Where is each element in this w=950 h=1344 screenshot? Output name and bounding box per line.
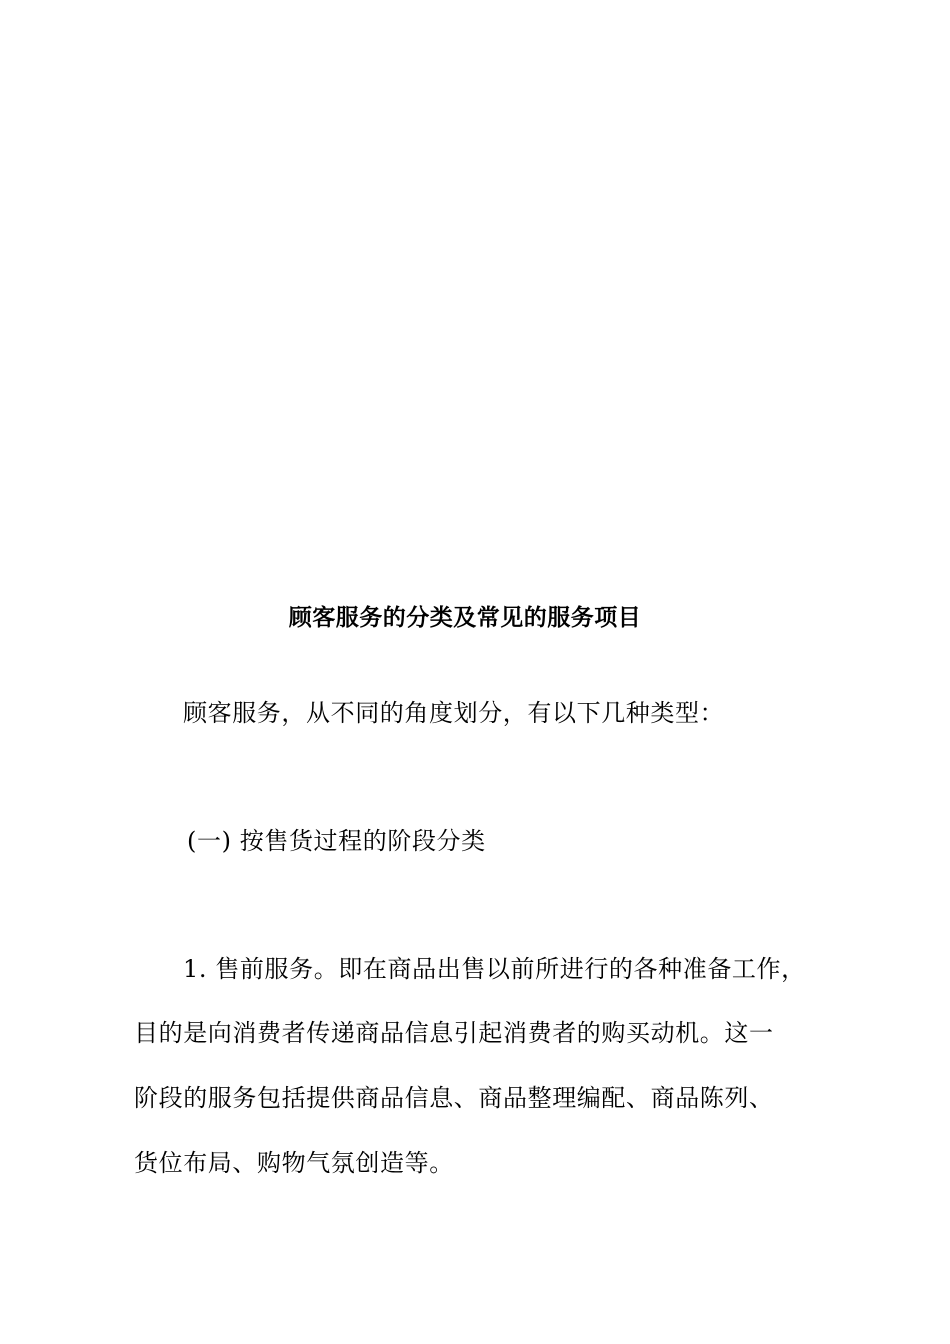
paragraph-line: 1. 售前服务。即在商品出售以前所进行的各种准备工作，: [183, 955, 806, 983]
paragraph-line: 阶段的服务包括提供商品信息、商品整理编配、商品陈列、: [134, 1084, 774, 1112]
paragraph-line: 目的是向消费者传递商品信息引起消费者的购买动机。这一: [134, 1019, 774, 1047]
document-title: 顾客服务的分类及常见的服务项目: [288, 604, 642, 631]
section-heading: (一) 按售货过程的阶段分类: [187, 827, 486, 855]
intro-text: 顾客服务，从不同的角度划分，有以下几种类型：: [183, 699, 725, 727]
paragraph-line: 货位布局、购物气氛创造等。: [134, 1149, 454, 1177]
